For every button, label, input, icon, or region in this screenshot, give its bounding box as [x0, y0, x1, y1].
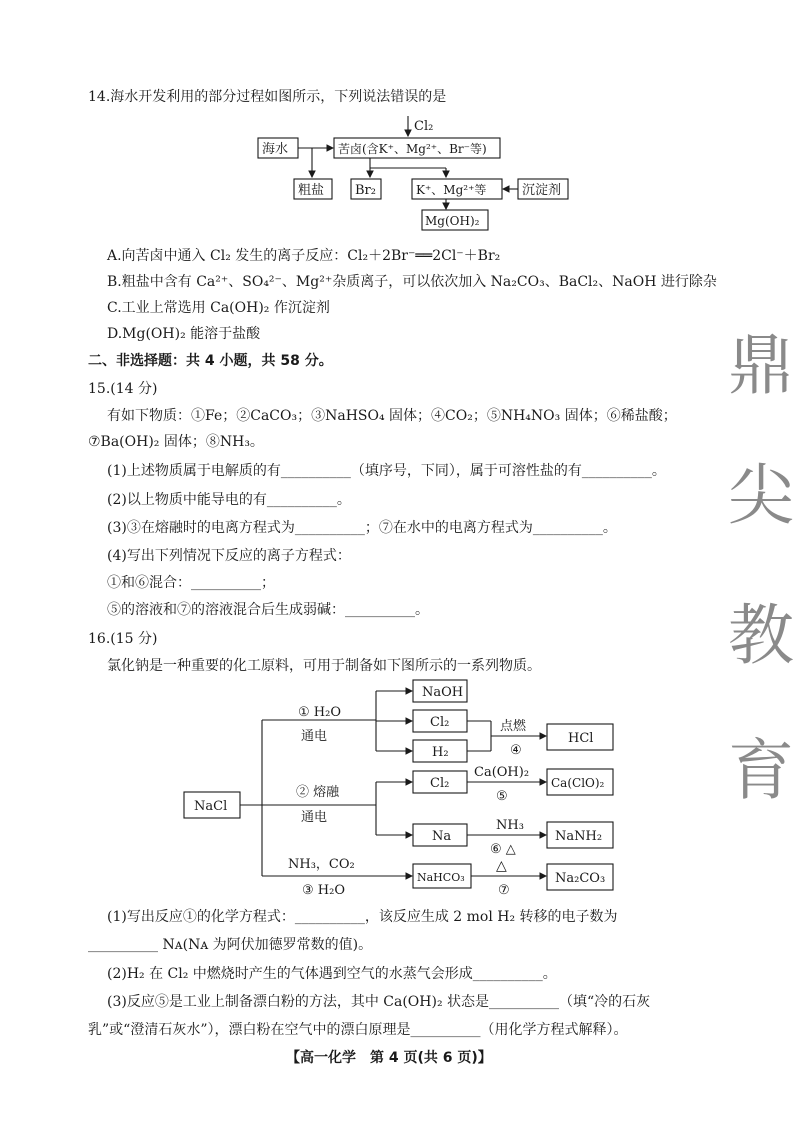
q16-part-3b: 乳”或“澄清石灰水”），漂白粉在空气中的漂白原理是__________（用化学方程式解释）。 [88, 1022, 628, 1038]
watermark-char-3: 教 [728, 597, 794, 674]
nacl-label: NaCl [194, 799, 228, 814]
q15-part-2: (2)以上物质中能导电的有__________。 [107, 492, 351, 508]
ignite-label: 点燃 [500, 719, 527, 734]
q14-option-c: C.工业上常选用 Ca(OH)₂ 作沉淀剂 [107, 300, 330, 316]
nh3-label: NH₃ [496, 818, 524, 833]
naoh-label: NaOH [422, 685, 464, 700]
q15-part-4b: ⑤的溶液和⑦的溶液混合后生成弱碱：__________。 [107, 602, 429, 618]
q16-header: 16.(15 分) [88, 631, 158, 647]
precipitant-label: 沉淀剂 [522, 183, 562, 198]
q16-intro: 氯化钠是一种重要的化工原料，可用于制备如下图所示的一系列物质。 [107, 658, 541, 674]
heat-label: △ [496, 858, 507, 874]
q16-part-2: (2)H₂ 在 Cl₂ 中燃烧时产生的气体遇到空气的水蒸气会形成__________。 [107, 966, 557, 982]
page-footer: 【高一化学 第 4 页(共 6 页)】 [286, 1050, 492, 1066]
q15-intro-1: 有如下物质：①Fe；②CaCO₃；③NaHSO₄ 固体；④CO₂；⑤NH₄NO₃ 固体；⑥稀盐酸； [107, 408, 677, 424]
branch1-bottom: 通电 [301, 729, 328, 744]
q16-flow-diagram [180, 678, 630, 900]
q14-flow-diagram [250, 112, 620, 240]
mgoh2-label: Mg(OH)₂ [425, 214, 480, 228]
k-mg-label: K⁺、Mg²⁺等 [416, 183, 487, 197]
hcl-label: HCl [568, 731, 594, 746]
q14-stem: 14.海水开发利用的部分过程如图所示，下列说法错误的是 [88, 89, 447, 105]
branch3-bottom: ③ H₂O [302, 883, 345, 898]
h2-label: H₂ [432, 745, 449, 760]
q14-option-d: D.Mg(OH)₂ 能溶于盐酸 [107, 326, 261, 342]
seawater-label: 海水 [262, 142, 289, 157]
na2co3-label: Na₂CO₃ [555, 871, 606, 886]
nahco3-label: NaHCO₃ [417, 871, 465, 884]
watermark-char-1: 鼎 [728, 327, 794, 404]
q16-part-1b: __________ Nᴀ(Nᴀ 为阿伏加德罗常数的值)。 [88, 937, 373, 953]
branch3-top: NH₃，CO₂ [288, 857, 355, 872]
crude-salt-label: 粗盐 [298, 183, 325, 198]
branch1-top: ① H₂O [298, 705, 341, 720]
caclo2-label: Ca(ClO)₂ [551, 776, 605, 790]
branch2-bottom: 通电 [301, 810, 328, 825]
branch2-top: ② 熔融 [296, 785, 340, 800]
caoh2-label: Ca(OH)₂ [474, 765, 530, 780]
watermark-char-2: 尖 [728, 457, 794, 534]
section2-title: 二、非选择题：共 4 小题，共 58 分。 [88, 353, 333, 369]
q16-part-3a: (3)反应⑤是工业上制备漂白粉的方法，其中 Ca(OH)₂ 状态是__________（填“冷的石灰 [107, 994, 651, 1010]
q14-option-b: B.粗盐中含有 Ca²⁺、SO₄²⁻、Mg²⁺杂质离子，可以依次加入 Na₂CO₃、BaCl₂、NaOH 进行除杂 [107, 274, 717, 290]
cl2-b-label: Cl₂ [430, 776, 450, 791]
na-label: Na [432, 829, 452, 844]
q15-intro-2: ⑦Ba(OH)₂ 固体；⑧NH₃。 [88, 434, 264, 450]
cl2-label: Cl₂ [414, 119, 434, 134]
q15-part-4a: ①和⑥混合：__________； [107, 575, 275, 591]
nanh2-label: NaNH₂ [555, 829, 603, 844]
step7-label: ⑦ [498, 883, 510, 898]
q15-part-3: (3)③在熔融时的电离方程式为__________；⑦在水中的电离方程式为__________。 [107, 520, 617, 536]
q14-option-a: A.向苦卤中通入 Cl₂ 发生的离子反应：Cl₂＋2Br⁻══2Cl⁻＋Br₂ [107, 248, 501, 264]
q16-part-1a: (1)写出反应①的化学方程式：__________，该反应生成 2 mol H₂ 转移的电子数为 [107, 909, 618, 925]
watermark-char-4: 育 [728, 732, 794, 809]
q15-part-4: (4)写出下列情况下反应的离子方程式： [107, 548, 351, 564]
step5-label: ⑤ [496, 789, 508, 804]
step4-label: ④ [510, 743, 522, 758]
q15-part-1: (1)上述物质属于电解质的有__________（填序号，下同），属于可溶性盐的有__________。 [107, 463, 666, 479]
bittern-label: 苦卤(含K⁺、Mg²⁺、Br⁻等) [338, 142, 487, 156]
br2-label: Br₂ [355, 183, 376, 198]
cl2-a-label: Cl₂ [430, 715, 450, 730]
step6-label: ⑥ △ [490, 842, 516, 857]
q15-header: 15.(14 分) [88, 381, 158, 397]
